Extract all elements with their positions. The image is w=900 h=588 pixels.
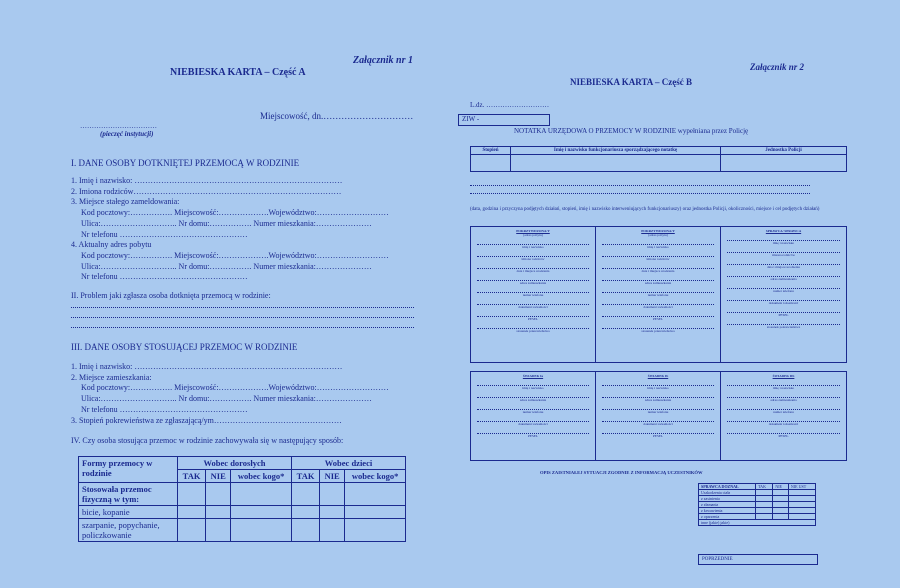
person-field-label: adres zamieszkania	[519, 281, 547, 285]
field-line: Ulica:……………………….. Nr domu:……………. Numer mieszkania:…………………	[71, 394, 372, 404]
field-line: 4. Aktualny adres pobytu	[71, 240, 152, 250]
cell[interactable]	[345, 519, 406, 542]
field-line: 2. Miejsce zamieszkania:	[71, 372, 152, 382]
witness-field-label: imię i nazwisko	[522, 386, 544, 390]
person-entry-line[interactable]	[477, 261, 589, 269]
witness-entry-line[interactable]	[477, 378, 589, 386]
witness-entry-line[interactable]	[727, 414, 840, 422]
witness-field-label: adres zamieszkania	[519, 398, 547, 402]
person-field-label: adres zamieszkania	[644, 281, 672, 285]
person-field-label: dokument tożsamości	[768, 301, 799, 305]
answer-line	[71, 317, 414, 318]
witness-entry-line[interactable]	[727, 426, 840, 434]
row-label: z złamania	[699, 502, 756, 508]
witness-field-label: numer telefonu	[647, 410, 669, 414]
person-field-label: numer telefonu	[773, 289, 794, 293]
table-row	[699, 520, 816, 526]
person-entry-line[interactable]	[727, 257, 840, 265]
person-column	[721, 227, 846, 362]
table-row	[79, 519, 406, 542]
cell[interactable]	[320, 483, 345, 506]
person-heading: POKRZYWDZONA/Y	[516, 229, 550, 233]
header-nie: NIE	[206, 470, 231, 483]
person-field-label: PESEL	[653, 317, 663, 321]
witness-field-label: adres zamieszkania	[644, 398, 672, 402]
person-field-label: imię i nazwisko	[647, 245, 669, 249]
witness-field-label: PESEL	[778, 434, 789, 438]
person-field-label: stosunek pokrewieństwa	[641, 329, 675, 333]
cell[interactable]	[291, 506, 319, 519]
field-line: 1. Imię i nazwisko: ……………………………………………………………………	[71, 176, 343, 185]
header-whom: wobec kogo*	[231, 470, 292, 483]
witness-column	[721, 372, 846, 460]
field-line: Kod pocztowy:……………. Miejscowość:……………….Województwo:………………………	[71, 250, 389, 260]
row-label: bicie, kopanie	[79, 506, 178, 519]
cell[interactable]	[206, 506, 231, 519]
person-entry-line[interactable]	[602, 321, 714, 329]
person-entry-line[interactable]	[602, 237, 714, 245]
witness-field-label: dokument tożsamości	[768, 422, 799, 426]
witness-entry-line[interactable]	[727, 378, 840, 386]
persons-grid	[470, 226, 847, 363]
witness-entry-line[interactable]	[602, 378, 714, 386]
header-whom: wobec kogo*	[345, 470, 406, 483]
person-entry-line[interactable]	[602, 285, 714, 293]
table-row	[79, 483, 406, 506]
person-entry-line[interactable]	[602, 297, 714, 305]
section-2-title: II. Problem jaki zgłasza osoba dotknięta przemocą w rodzinie:	[71, 291, 271, 300]
person-field-label: dokument tożsamości	[518, 305, 548, 309]
header-nie: NIE	[320, 470, 345, 483]
person-entry-line[interactable]	[477, 309, 589, 317]
header-tak: TAK	[178, 470, 206, 483]
witnesses-grid	[470, 371, 847, 461]
person-field-label: imiona rodziców	[521, 257, 545, 261]
person-field-label: PESEL	[528, 317, 538, 321]
person-entry-line[interactable]	[727, 305, 840, 313]
person-heading: SPRAWCA/ SPRAWCA	[765, 229, 802, 233]
person-entry-line[interactable]	[602, 249, 714, 257]
field-line: 2. Imiona rodziców……………………………………………………………………	[71, 186, 342, 196]
col-nieust: NIE UST	[788, 484, 815, 490]
person-entry-line[interactable]	[477, 321, 589, 329]
header-tak: TAK	[291, 470, 319, 483]
stamp-label: (pieczęć instytucji)	[100, 130, 154, 138]
field-line: Nr telefonu …………………………………………	[71, 404, 248, 414]
situation-title: OPIS ZAISTNIAŁEJ SYTUACJI ZGODNIE Z INFORMACJĄ UCZESTNIKÓW	[540, 470, 703, 475]
person-field-label: adres zamieszkania	[770, 277, 797, 281]
ziw-label: ZIW -	[462, 115, 480, 123]
cell[interactable]	[320, 519, 345, 542]
person-subheading: (adres pobytu)	[648, 233, 668, 237]
witness-field-label: dokument tożsamości	[518, 422, 548, 426]
stamp-dots: ……………………………	[80, 122, 157, 130]
person-entry-line[interactable]	[477, 297, 589, 305]
section-1-fields	[71, 176, 389, 283]
row-label: szarpanie, popychanie, policzkowanie	[79, 519, 178, 542]
witness-field-label: PESEL	[653, 434, 663, 438]
field-line: Nr telefonu …………………………………………	[71, 272, 248, 282]
person-entry-line[interactable]	[477, 237, 589, 245]
violence-forms-table	[78, 456, 406, 542]
witness-entry-line[interactable]	[477, 426, 589, 434]
description-line	[470, 185, 810, 186]
cell[interactable]	[231, 519, 292, 542]
page-part-a	[60, 40, 420, 548]
witness-heading: ŚWIADEK Ia	[522, 374, 544, 378]
person-field-label: PESEL	[778, 313, 789, 317]
ziw-box	[458, 114, 550, 126]
person-entry-line[interactable]	[727, 245, 840, 253]
row-label: Stosowała przemoc fizyczną w tym:	[79, 483, 178, 506]
field-line: Nr telefonu …………………………………………	[71, 229, 248, 239]
perpetrator-table	[698, 483, 816, 526]
person-field-label: stosunek pokrewieństwa	[516, 329, 550, 333]
col-unit: Jednostka Policji	[721, 147, 846, 155]
field-line: 1. Imię i nazwisko: ……………………………………………………………………	[71, 362, 343, 371]
section-4-title: IV. Czy osoba stosująca przemoc w rodzinie zachowywała się w następujący sposób:	[71, 436, 344, 445]
note-title: NOTATKA URZĘDOWA O PRZEMOCY W RODZINIE wypełniana przez Policję	[514, 127, 749, 135]
col-nie: NIE	[773, 484, 789, 490]
place-date-field: Miejscowość, dn.…………………………	[260, 111, 414, 121]
field-line: Ulica:……………………….. Nr domu:……………. Numer mieszkania:…………………	[71, 218, 372, 228]
section-3-fields	[71, 362, 389, 426]
row-label: Uszkodzenia ciała	[699, 490, 756, 496]
witness-field-label: PESEL	[528, 434, 538, 438]
person-entry-line[interactable]	[727, 233, 840, 241]
person-entry-line[interactable]	[602, 309, 714, 317]
witness-column	[596, 372, 721, 460]
witness-heading: ŚWIADEK IIb	[772, 374, 795, 378]
person-field-label: imiona rodziców	[646, 257, 670, 261]
cell[interactable]	[206, 483, 231, 506]
witness-heading: ŚWIADEK Ib	[647, 374, 669, 378]
witness-entry-line[interactable]	[602, 390, 714, 398]
table-row	[79, 506, 406, 519]
row-label: inne (jakie) jakie)	[699, 520, 816, 526]
witness-entry-line[interactable]	[602, 402, 714, 410]
person-subheading: (adres pobytu)	[523, 233, 543, 237]
answer-line	[71, 327, 414, 328]
cell[interactable]	[345, 506, 406, 519]
section-1-title: I. DANE OSOBY DOTKNIĘTEJ PRZEMOCĄ W RODZINIE	[71, 158, 300, 168]
answer-line	[71, 307, 414, 308]
person-field-label: data i miejsce urodzenia	[767, 265, 800, 269]
witness-field-label: imię i nazwisko	[772, 386, 795, 390]
person-field-label: dokument tożsamości	[643, 305, 673, 309]
witness-entry-line[interactable]	[477, 402, 589, 410]
person-field-label: numer telefonu	[522, 293, 544, 297]
person-field-label: data i miejsce urodzenia	[641, 269, 675, 273]
person-field-label: data i miejsce urodzenia	[516, 269, 550, 273]
witness-entry-line[interactable]	[727, 390, 840, 398]
person-field-label: stosunek pokrewieństwa	[766, 325, 801, 329]
section-3-title: III. DANE OSOBY STOSUJĄCEJ PRZEMOC W RODZINIE	[71, 342, 298, 352]
row-label: z krwawienia	[699, 508, 756, 514]
field-line: Ulica:……………………….. Nr domu:……………. Numer mieszkania:…………………	[71, 261, 372, 271]
header-children: Wobec dzieci	[291, 457, 405, 470]
header-forms: Formy przemocy w rodzinie	[79, 457, 178, 483]
witness-entry-line[interactable]	[602, 426, 714, 434]
person-entry-line[interactable]	[477, 249, 589, 257]
prior-label: POPRZEDNIE	[702, 557, 733, 562]
annex-label: Załącznik nr 2	[750, 62, 805, 72]
person-column	[596, 227, 721, 362]
person-entry-line[interactable]	[477, 273, 589, 281]
person-column	[471, 227, 596, 362]
field-line: 3. Miejsce stałego zameldowania:	[71, 197, 180, 207]
person-entry-line[interactable]	[477, 285, 589, 293]
witness-field-label: dokument tożsamości	[643, 422, 673, 426]
witness-field-label: adres zamieszkania	[770, 398, 797, 402]
header-adults: Wobec dorosłych	[178, 457, 292, 470]
cell[interactable]	[320, 506, 345, 519]
person-entry-line[interactable]	[602, 261, 714, 269]
cell[interactable]	[291, 483, 319, 506]
col-rank: Stopień	[471, 147, 511, 171]
col-officer: Imię i nazwisko funkcjonariusza sporządzającego notatkę	[511, 147, 721, 171]
row-label: z zasinienia	[699, 496, 756, 502]
description-caption: (data, godzina i przyczyna podjętych działań, stopień, imię i nazwisko interweniujących funkcjonariuszy) oraz jednostka Policji, okoliczności, miejsce i cel podjętych działań)	[470, 207, 820, 212]
person-field-label: imiona rodziców	[772, 253, 795, 257]
cell[interactable]	[345, 483, 406, 506]
cell[interactable]	[231, 506, 292, 519]
field-line: 3. Stopień pokrewieństwa ze zgłaszającą/ym…………………………………………	[71, 415, 342, 425]
officer-table	[470, 146, 847, 172]
field-line: Kod pocztowy:……………. Miejscowość:……………….Województwo:………………………	[71, 383, 389, 393]
page-part-b	[450, 50, 865, 570]
description-line	[470, 193, 810, 194]
page-title: NIEBIESKA KARTA – Część B	[570, 77, 693, 87]
table-head: SPRAWCA DOZNAŁ	[699, 484, 756, 490]
field-line: Kod pocztowy:……………. Miejscowość:……………….Województwo:………………………	[71, 208, 389, 218]
witness-entry-line[interactable]	[602, 414, 714, 422]
row-label: z oparzenia	[699, 514, 756, 520]
cell[interactable]	[178, 506, 206, 519]
person-entry-line[interactable]	[727, 317, 840, 325]
person-entry-line[interactable]	[727, 269, 840, 277]
ldz-field: L.dz. ………………………	[470, 101, 550, 109]
cell[interactable]	[206, 519, 231, 542]
col-tak: TAK	[756, 484, 773, 490]
page-title: NIEBIESKA KARTA – Część A	[170, 67, 306, 78]
person-field-label: imię i nazwisko	[522, 245, 544, 249]
prior-box	[698, 554, 818, 565]
cell[interactable]	[178, 483, 206, 506]
witness-entry-line[interactable]	[477, 414, 589, 422]
annex-label: Załącznik nr 1	[353, 55, 414, 66]
person-entry-line[interactable]	[727, 281, 840, 289]
person-field-label: numer telefonu	[647, 293, 669, 297]
witness-column	[471, 372, 596, 460]
witness-field-label: imię i nazwisko	[647, 386, 669, 390]
person-entry-line[interactable]	[602, 273, 714, 281]
witness-field-label: numer telefonu	[522, 410, 544, 414]
cell[interactable]	[178, 519, 206, 542]
witness-field-label: numer telefonu	[773, 410, 794, 414]
witness-entry-line[interactable]	[477, 390, 589, 398]
person-entry-line[interactable]	[727, 293, 840, 301]
person-heading: POKRZYWDZONA/Y	[641, 229, 675, 233]
cell[interactable]	[291, 519, 319, 542]
witness-entry-line[interactable]	[727, 402, 840, 410]
person-field-label: imię i nazwisko	[772, 241, 795, 245]
cell[interactable]	[231, 483, 292, 506]
